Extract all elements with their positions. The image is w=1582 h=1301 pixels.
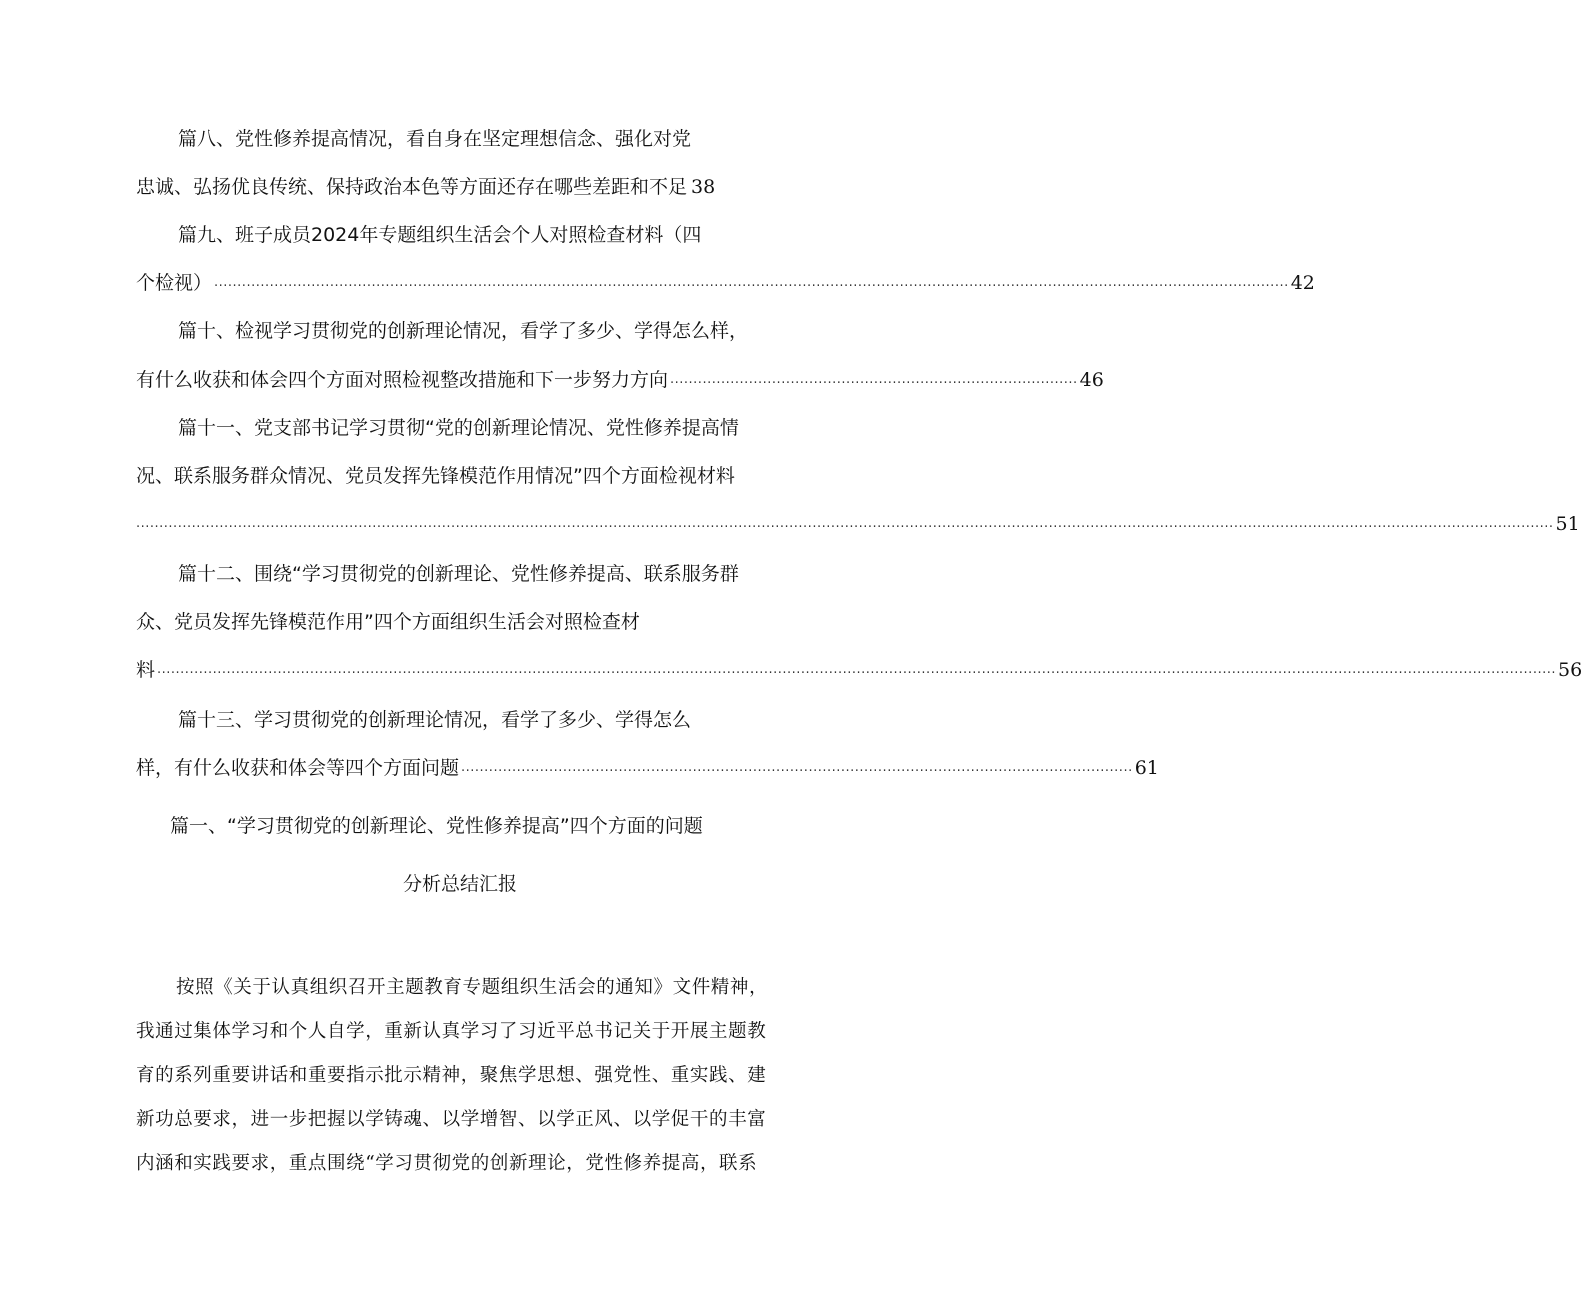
toc-entry-12-line1[interactable]: 篇十二、围绕“学习贯彻党的创新理论、党性修养提高、联系服务群 xyxy=(178,563,739,585)
toc-entry-11-row[interactable] xyxy=(136,512,1580,536)
toc-entry-13-line2: 样，有什么收获和体会等四个方面问题 xyxy=(136,757,460,779)
toc-entry-12-row[interactable] xyxy=(136,658,1582,682)
toc-entry-10-line2: 有什么收获和体会四个方面对照检视整改措施和下一步努力方向 xyxy=(136,369,669,391)
article-title-line1: 篇一、“学习贯彻党的创新理论、党性修养提高”四个方面的问题 xyxy=(170,815,703,837)
body-line-1: 按照《关于认真组织召开主题教育专题组织生活会的通知》文件精神， xyxy=(176,977,769,998)
toc-entry-8-line1[interactable]: 篇八、党性修养提高情况，看自身在坚定理想信念、强化对党 xyxy=(178,128,692,150)
toc-entry-9-line1[interactable]: 篇九、班子成员2024年专题组织生活会个人对照检查材料（四 xyxy=(178,224,702,246)
toc-entry-13-page: 61 xyxy=(1134,757,1159,779)
toc-entry-12-line3: 料 xyxy=(136,659,156,681)
toc-entry-11-page: 51 xyxy=(1555,513,1580,535)
toc-leader-dots: ................................................................................................................................................. xyxy=(461,760,1133,775)
toc-entry-11-line1[interactable]: 篇十一、党支部书记学习贯彻“党的创新理论情况、党性修养提高情 xyxy=(178,417,739,439)
article-title-line2: 分析总结汇报 xyxy=(402,873,517,895)
toc-entry-13-row[interactable] xyxy=(136,756,1159,780)
toc-entry-9-page: 42 xyxy=(1290,272,1315,294)
body-line-2: 我通过集体学习和个人自学，重新认真学习了习近平总书记关于开展主题教 xyxy=(136,1021,767,1042)
toc-entry-11-line2[interactable]: 况、联系服务群众情况、党员发挥先锋模范作用情况”四个方面检视材料 xyxy=(136,465,735,487)
toc-entry-12-line2[interactable]: 众、党员发挥先锋模范作用”四个方面组织生活会对照检查材 xyxy=(136,611,640,633)
toc-entry-8-page: 38 xyxy=(691,176,716,198)
toc-leader-dots: ........................................................................................ xyxy=(670,372,1078,387)
toc-entry-9-line2: 个检视） xyxy=(136,272,213,294)
body-line-5: 内涵和实践要求，重点围绕“学习贯彻党的创新理论，党性修养提高，联系 xyxy=(136,1153,758,1174)
toc-leader-dots: ........................................................................................................................................................................................................................................ xyxy=(214,275,1289,290)
toc-entry-10-page: 46 xyxy=(1079,369,1104,391)
toc-entry-10-line1[interactable]: 篇十、检视学习贯彻党的创新理论情况，看学了多少、学得怎么样， xyxy=(178,320,749,342)
toc-entry-13-line1[interactable]: 篇十三、学习贯彻党的创新理论情况，看学了多少、学得怎么 xyxy=(178,709,692,731)
toc-entry-9-row[interactable] xyxy=(136,271,1315,295)
toc-entry-8-line2: 忠诚、弘扬优良传统、保持政治本色等方面还存在哪些差距和不足 xyxy=(136,176,688,198)
toc-entry-12-page: 56 xyxy=(1557,659,1582,681)
toc-leader-dots: .............................................................................................................................................................................................................................................................................................................. xyxy=(157,662,1556,677)
toc-entry-10-row[interactable] xyxy=(136,368,1104,392)
toc-entry-8-row[interactable] xyxy=(136,175,746,199)
body-line-4: 新功总要求，进一步把握以学铸魂、以学增智、以学正风、以学促干的丰富 xyxy=(136,1109,767,1130)
toc-leader-dots: .................................................................................................................................................................................................................................................................................................................. xyxy=(136,516,1554,531)
body-line-3: 育的系列重要讲话和重要指示批示精神，聚焦学思想、强党性、重实践、建 xyxy=(136,1065,767,1086)
